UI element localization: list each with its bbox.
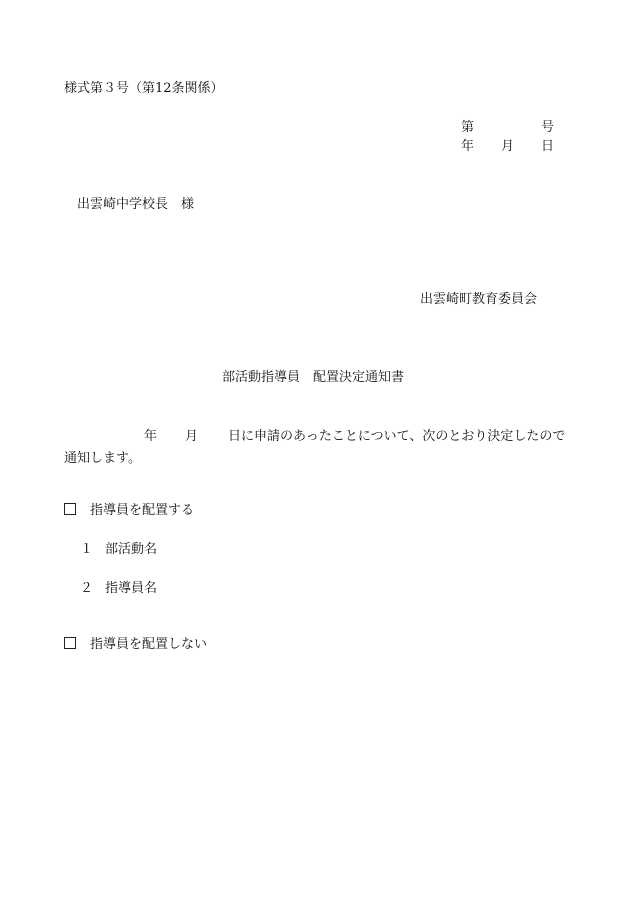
body-month: 月 <box>185 429 199 444</box>
date-year: 年 <box>461 139 475 154</box>
body-rest: 日に申請のあったことについて、次のとおり決定したので通知します。 <box>64 429 566 466</box>
list-item-label: 部活動名 <box>105 542 158 557</box>
doc-number-suffix: 号 <box>541 120 555 135</box>
option-not-assign-label: 指導員を配置しない <box>90 637 208 652</box>
list-item-number: ２ <box>80 581 94 596</box>
option-not-assign <box>64 637 207 653</box>
date-month: 月 <box>501 139 515 154</box>
page-title: 部活動指導員 配置決定通知書 <box>222 370 405 385</box>
list-item <box>80 581 157 597</box>
body-paragraph <box>64 426 572 470</box>
date-day: 日 <box>541 139 555 154</box>
option-assign <box>64 503 194 519</box>
form-label: 様式第３号（第12条関係） <box>64 81 224 96</box>
body-year: 年 <box>144 429 158 444</box>
checkbox-not-assign[interactable] <box>64 637 76 649</box>
list-item-number: １ <box>80 542 94 557</box>
option-assign-label: 指導員を配置する <box>90 503 195 518</box>
checkbox-assign[interactable] <box>64 503 76 515</box>
list-item <box>80 542 157 558</box>
recipient: 出雲崎中学校長 様 <box>77 197 195 212</box>
issuer: 出雲崎町教育委員会 <box>420 292 538 307</box>
doc-number-prefix: 第 <box>461 120 475 135</box>
list-item-label: 指導員名 <box>105 581 158 596</box>
